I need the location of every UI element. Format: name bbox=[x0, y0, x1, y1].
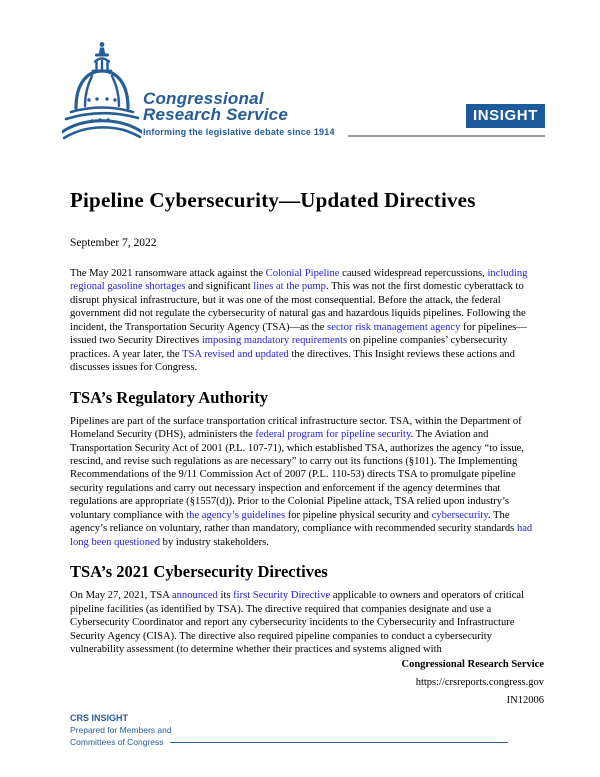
text-run: . This was not the first domestic cyberattack to disrupt physical infrastructure, but it was one of the most consequential. Before the attack, the federal government did not regulate the cybersecurity of natural gas and hazardous liquids pipelines. Following the incident, the Transportation Security Agency (TSA)—as the bbox=[70, 281, 526, 333]
text-run: its bbox=[217, 590, 234, 602]
brand-name-line2: Research Service bbox=[143, 105, 288, 124]
inline-link[interactable]: first Security Directive bbox=[233, 590, 331, 602]
footer-doc-id: IN12006 bbox=[506, 695, 544, 706]
document-body bbox=[0, 186, 600, 656]
inline-link[interactable]: TSA revised and updated bbox=[182, 348, 289, 360]
inline-link[interactable]: imposing mandatory requirements bbox=[201, 335, 348, 347]
inline-link[interactable]: the agency’s guidelines bbox=[186, 509, 286, 521]
footer-crs-insight-label: CRS INSIGHT bbox=[70, 713, 129, 723]
text-run: and significant bbox=[185, 281, 254, 293]
text-run: for pipelines—issued two Security Directives bbox=[70, 321, 527, 347]
text-run: on pipeline companies’ cybersecurity practices. A year later, the bbox=[70, 335, 508, 360]
inline-link[interactable]: had long been questioned bbox=[70, 523, 533, 548]
footer-prepared-line: Prepared for Members and bbox=[70, 725, 172, 735]
text-run: . The agency’s reliance on voluntary, rather than mandatory, compliance with recommended security standards bbox=[70, 509, 517, 535]
inline-link[interactable]: cybersecurity bbox=[431, 509, 488, 521]
inline-link[interactable]: federal program for pipeline security bbox=[255, 429, 411, 441]
inline-link[interactable]: lines at the pump bbox=[253, 281, 326, 293]
text-run: . The Aviation and Transportation Security Act of 2001 (P.L. 107-71), which established TSA, authorizes the agency “to issue, rescind, and revise such regulations as are necessary” to carry out its functions (§101). The Implementing Recommendations of the 9/11 Commission Act of 2007 (P.L. 110-53) directs TSA to promulgate pipeline security regulations and carry out necessary inspection and enforcement if the agency determines that regulations are appropriate (§1557(d)). Prior to the Colonial Pipeline attack, TSA relied upon industry’s voluntary compliance with bbox=[70, 429, 524, 521]
inline-link[interactable]: including regional gasoline shortages bbox=[70, 268, 528, 293]
directives-paragraph bbox=[70, 589, 544, 656]
footer-url-link[interactable]: https://crsreports.congress.gov bbox=[415, 677, 544, 688]
brand-tagline: Informing the legislative debate since 1914 bbox=[143, 127, 335, 137]
insight-badge: INSIGHT bbox=[466, 104, 545, 128]
text-run: applicable to owners and operators of critical pipeline facilities (as identified by TSA). The directive required that companies designate and use a Cybersecurity Coordinator and report any cybersecurity incidents to the Cybersecurity and Infrastructure Security Agency (CISA). The directive also required pipeline companies to conduct a cybersecurity vulnerability assessment (to determine whether their practices and systems aligned with bbox=[70, 590, 525, 655]
brand-name-line1: Congressional bbox=[143, 89, 264, 108]
inline-link[interactable]: Colonial Pipeline bbox=[265, 268, 340, 279]
footer-citation bbox=[401, 656, 544, 710]
capitol-dome-logo-icon bbox=[62, 40, 142, 140]
section-heading-2021-directives: TSA’s 2021 Cybersecurity Directives bbox=[70, 562, 328, 582]
header-rule bbox=[348, 135, 545, 137]
inline-link[interactable]: sector risk management agency bbox=[327, 321, 461, 333]
intro-paragraph bbox=[70, 267, 544, 375]
document-date: September 7, 2022 bbox=[70, 237, 157, 249]
inline-link[interactable]: announced bbox=[171, 590, 218, 602]
text-run: for pipeline physical security and bbox=[285, 509, 432, 521]
footer-rule bbox=[170, 742, 508, 744]
footer-committees-line: Committees of Congress bbox=[70, 737, 164, 747]
text-run: the directives. This Insight reviews these actions and discusses issues for Congress. bbox=[70, 348, 515, 374]
text-run: On May 27, 2021, TSA bbox=[70, 590, 172, 602]
footer-crs-insight bbox=[70, 712, 508, 748]
brand-block bbox=[143, 91, 335, 137]
header bbox=[0, 0, 600, 140]
text-run: Pipelines are part of the surface transportation critical infrastructure sector. TSA, within the Department of Homeland Security (DHS), administers the bbox=[70, 415, 522, 441]
text-run: The May 2021 ransomware attack against the bbox=[70, 268, 266, 279]
page-title: Pipeline Cybersecurity—Updated Directives bbox=[70, 188, 476, 212]
section-heading-regulatory-authority: TSA’s Regulatory Authority bbox=[70, 387, 268, 407]
text-run: by industry stakeholders. bbox=[160, 536, 269, 548]
regulatory-authority-paragraph bbox=[70, 415, 544, 550]
text-run: caused widespread repercussions, bbox=[339, 268, 488, 279]
footer-org-name: Congressional Research Service bbox=[401, 659, 544, 670]
